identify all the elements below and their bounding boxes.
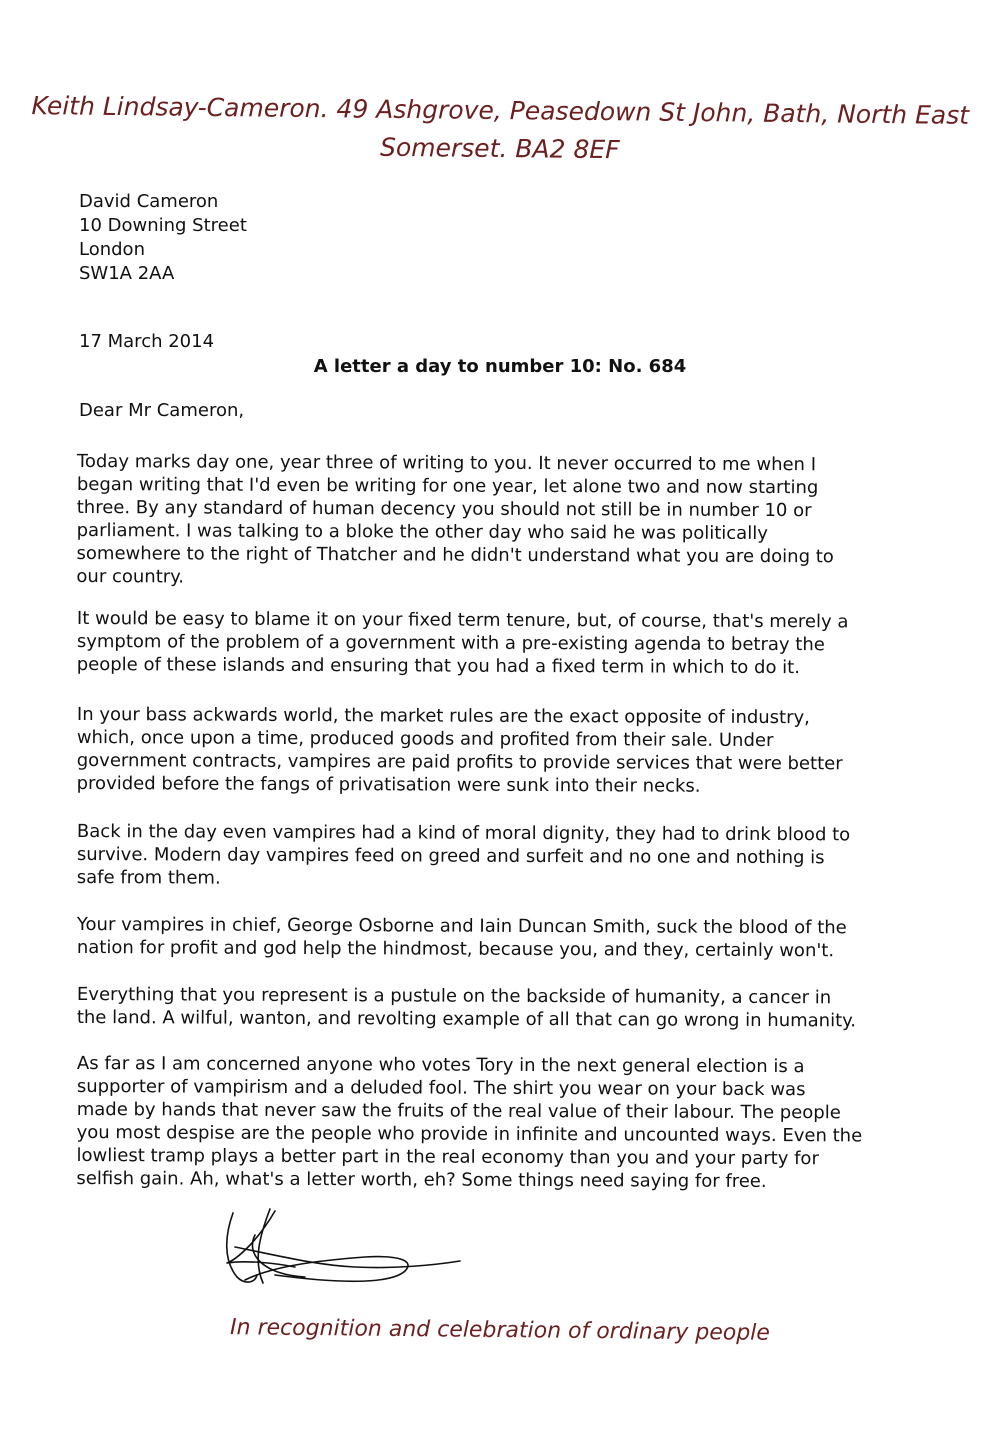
letter-date: 17 March 2014	[79, 331, 215, 352]
paragraph-line: our country.	[76, 565, 185, 588]
paragraph-line: symptom of the problem of a government with a pre-existing agenda to betray the	[76, 630, 825, 656]
paragraph-line: It would be easy to blame it on your fixed term tenure, but, of course, that's merely a	[76, 608, 849, 633]
paragraph-3	[77, 703, 927, 799]
paragraph-line: provided before the fangs of privatisation were sunk into their necks.	[76, 772, 701, 797]
salutation: Dear Mr Cameron,	[79, 400, 245, 421]
sender-address-line-2: Somerset. BA2 8EF	[379, 132, 620, 165]
paragraph-line: somewhere to the right of Thatcher and he didn't understand what you are doing to	[76, 542, 834, 568]
recipient-address	[79, 190, 479, 286]
sender-address-header	[0, 87, 1000, 173]
paragraph-line: parliament. I was talking to a bloke the other day who said he was politically	[76, 519, 768, 545]
recipient-name: David Cameron	[79, 191, 219, 212]
paragraph-1	[76, 450, 927, 592]
paragraph-line: safe from them.	[76, 866, 221, 889]
sender-address-line-1: Keith Lindsay-Cameron. 49 Ashgrove, Peasedown St John, Bath, North East	[31, 91, 970, 130]
paragraph-6	[77, 983, 927, 1033]
paragraph-line: people of these islands and ensuring that you had a fixed term in which to do it.	[76, 653, 801, 679]
paragraph-line: lowliest tramp plays a better part in the real economy than you and your party for	[76, 1144, 819, 1170]
recipient-postcode: SW1A 2AA	[79, 263, 175, 284]
letter-subject: A letter a day to number 10: No. 684	[313, 356, 687, 377]
paragraph-7	[76, 1052, 927, 1194]
paragraph-line: Back in the day even vampires had a kind of moral dignity, they had to drink blood to	[76, 821, 851, 846]
paragraph-line: nation for profit and god help the hindmost, because you, and they, certainly won't.	[76, 936, 835, 962]
paragraph-line: made by hands that never saw the fruits of the real value of their labour. The people	[76, 1098, 841, 1124]
paragraph-line: As far as I am concerned anyone who votes Tory in the next general election is a	[76, 1053, 805, 1078]
recipient-city: London	[79, 239, 145, 260]
paragraph-line: Today marks day one, year three of writing to you. It never occurred to me when I	[76, 451, 817, 476]
paragraph-line: survive. Modern day vampires feed on greed and surfeit and no one and nothing is	[76, 843, 825, 869]
paragraph-4	[77, 820, 927, 893]
paragraph-line: Your vampires in chief, George Osborne and Iain Duncan Smith, suck the blood of the	[76, 914, 847, 939]
paragraph-line: government contracts, vampires are paid profits to provide services that were better	[76, 749, 843, 775]
paragraph-line: Everything that you represent is a pustule on the backside of humanity, a cancer in	[76, 984, 832, 1009]
paragraph-line: which, once upon a time, produced goods and profited from their sale. Under	[76, 726, 774, 752]
paragraph-line: In your bass ackwards world, the market rules are the exact opposite of industry,	[76, 704, 810, 729]
recipient-street: 10 Downing Street	[79, 215, 247, 236]
paragraph-line: you most despise are the people who provide in infinite and uncounted ways. Even the	[76, 1121, 863, 1147]
footer-tagline: In recognition and celebration of ordinary people	[229, 1315, 771, 1346]
paragraph-5	[77, 913, 927, 963]
paragraph-line: supporter of vampirism and a deluded fool. The shirt you wear on your back was	[76, 1075, 806, 1101]
paragraph-line: three. By any standard of human decency you should not still be in number 10 or	[76, 496, 812, 522]
paragraph-line: the land. A wilful, wanton, and revolting example of all that can go wrong in humanity.	[76, 1006, 857, 1032]
paragraph-2	[77, 607, 927, 680]
handwritten-signature	[215, 1205, 475, 1295]
paragraph-line: selfish gain. Ah, what's a letter worth, eh? Some things need saying for free.	[76, 1167, 767, 1193]
paragraph-line: began writing that I'd even be writing for one year, let alone two and now starting	[76, 473, 819, 499]
